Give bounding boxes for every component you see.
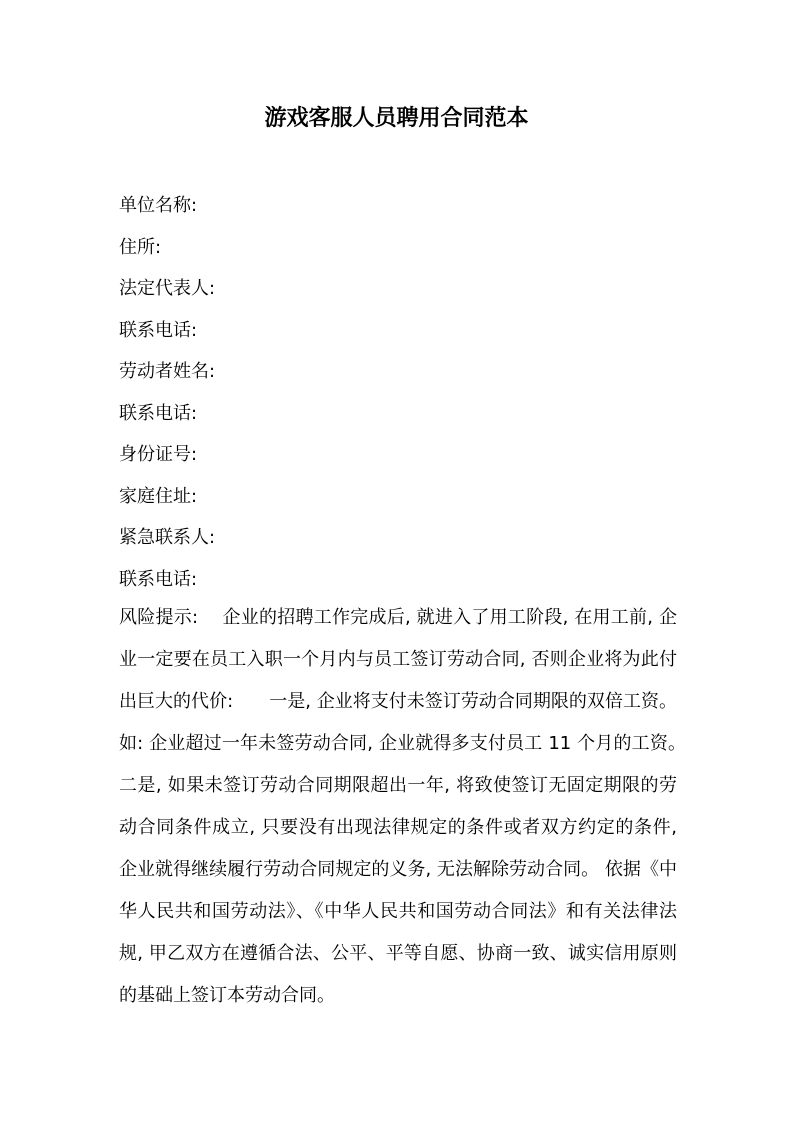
field-home-address: 家庭住址: (119, 485, 198, 507)
field-emergency-phone: 联系电话: (119, 568, 198, 590)
field-employee-name: 劳动者姓名: (119, 361, 216, 382)
field-id-number: 身份证号: (119, 444, 198, 465)
risk-notice-paragraph: 风险提示: 企业的招聘工作完成后, 就进入了用工阶段, 在用工前, 企业一定要在员工入职一个月内与员工签订劳动合同, 否则企业将为此付出巨大的代价: 一是, 企业将支付未签订劳动合同期限的双倍工资。如: 企业超过一年未签劳动合同, 企业就得多支付员工 11 个月的工资。 二是, 如果未签订劳动合同期限超出一年, 将致使签订无固定期限的劳动合同条件成立, 只要没有出现法律规定的条件或者双方约定的条件, 企业就得继续履行劳动合同规定的义务, 无法解除劳动合同。 依据《中华人民共和国劳动法》、《中华人民共和国劳动合同法》和有关法律法规, 甲乙双方在遵循合法、公平、平等自愿、协商一致、诚实信用原则的基础上签订本劳动合同。 (119, 607, 713, 1006)
document-title: 游戏客服人员聘用合同范本 (264, 106, 529, 131)
field-emergency-contact: 紧急联系人: (119, 527, 216, 548)
field-employee-phone: 联系电话: (119, 402, 198, 424)
field-legal-representative: 法定代表人: (119, 278, 216, 299)
field-company-name: 单位名称: (119, 195, 198, 216)
field-address: 住所: (119, 236, 162, 258)
field-company-phone: 联系电话: (119, 319, 198, 341)
party-info-fields (119, 185, 679, 600)
